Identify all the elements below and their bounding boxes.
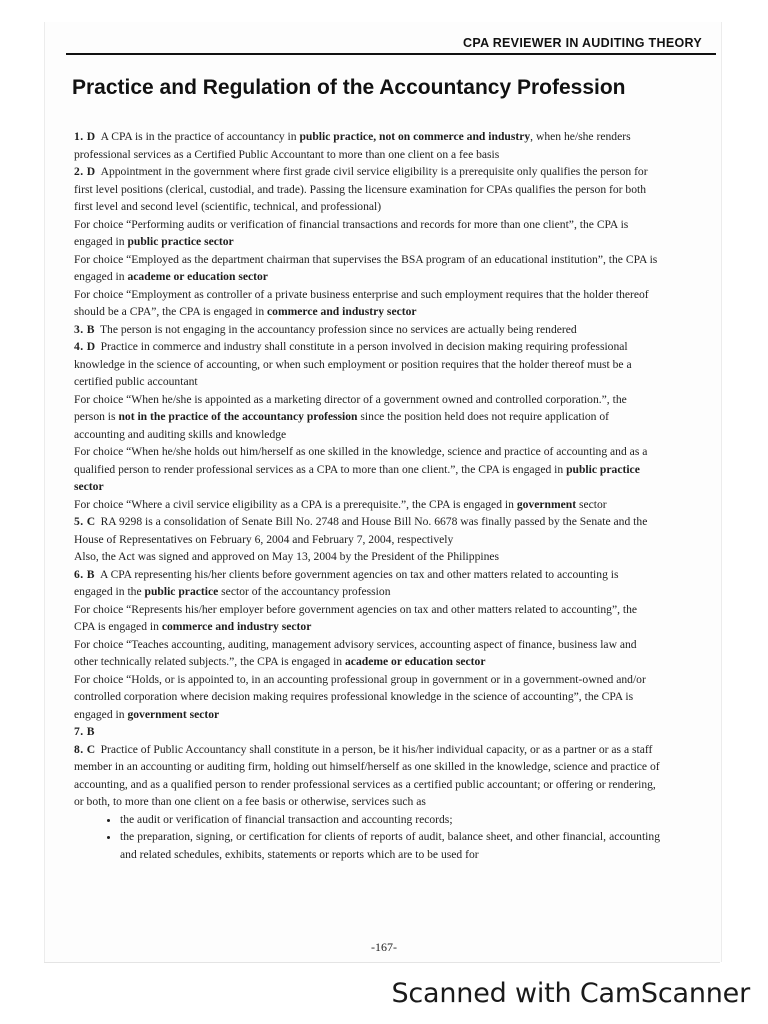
emphasis-term: academe or education sector xyxy=(345,655,486,668)
answer-item: 6. B A CPA representing his/her clients before government agencies on tax and other matters related to accounting is engaged in the public practice sector of the accountancy profession xyxy=(74,567,619,598)
list-item: • the audit or verification of financial transaction and accounting records; xyxy=(120,811,660,829)
answer-explanations xyxy=(74,128,660,863)
answer-key: 6. B xyxy=(74,567,95,581)
answer-note: For choice “Teaches accounting, auditing, management advisory services, accounting aspect of finance, business law and other technically related subjects.”, the CPA is engaged in academe or education sector xyxy=(74,637,637,668)
answer-key: 1. D xyxy=(74,130,96,143)
answer-note: For choice “Represents his/her employer before government agencies on tax and other matters related to accounting”, the CPA is engaged in commerce and industry sector xyxy=(74,602,638,633)
answer-key: 3. B xyxy=(74,322,95,336)
camscanner-watermark: Scanned with CamScanner xyxy=(391,978,750,1009)
emphasis-term: public practice xyxy=(144,585,219,598)
answer-item: 5. C RA 9298 is a consolidation of Senate Bill No. 2748 and House Bill No. 6678 was finally passed by the Senate and the House of Representatives on February 6, 2004 and February 7, 2004, respectively xyxy=(74,515,648,546)
emphasis-term: commerce and industry sector xyxy=(267,305,417,318)
emphasis-term: public practice sector xyxy=(74,462,640,493)
answer-note: For choice “Holds, or is appointed to, in an accounting professional group in government or in a government-owned and/or controlled corporation where decision making requires professional knowledge in the science of accounting”, the CPA is engaged in government sector xyxy=(74,672,646,721)
emphasis-term: government sector xyxy=(127,707,220,721)
answer-item: 8. C Practice of Public Accountancy shall constitute in a person, be it his/her individual capacity, or as a partner or as a staff member in an accounting or auditing firm, holding out himself/herself as one skilled in the knowledge, science and practice of accounting, and as a qualified person to render professional services as a certified public accountant; or offering or rendering, or both, to more than one client on a fee basis or otherwise, services such as xyxy=(74,742,660,808)
answer-item: 1. D A CPA is in the practice of accountancy in public practice, not on commerce and industry, when he/she renders professional services as a Certified Public Accountant to more than one client on a fee basis xyxy=(74,130,631,161)
page-bottom-edge xyxy=(44,962,720,963)
answer-key: 4. D xyxy=(74,340,96,353)
running-header: CPA REVIEWER IN AUDITING THEORY xyxy=(463,36,702,50)
answer-note: For choice “Where a civil service eligibility as a CPA is a prerequisite.”, the CPA is engaged in government sector xyxy=(74,497,607,511)
answer-note: For choice “When he/she is appointed as a marketing director of a government owned and controlled corporation.”, the person is not in the practice of the accountancy profession since the position held does not require application of accounting and auditing skills and knowledge xyxy=(74,392,627,441)
page-title: Practice and Regulation of the Accountancy Profession xyxy=(72,76,626,99)
services-list xyxy=(74,811,660,864)
answer-key: 8. C xyxy=(74,742,96,756)
answer-item: 4. D Practice in commerce and industry shall constitute in a person involved in decision making requiring professional knowledge in the science of accounting, or when such employment or position requires that the holder thereof must be a certified public accountant xyxy=(74,340,632,388)
answer-item: 3. B The person is not engaging in the accountancy profession since no services are actually being rendered xyxy=(74,322,577,336)
answer-key: 2. D xyxy=(74,165,96,178)
emphasis-term: not in the practice of the accountancy profession xyxy=(118,410,358,423)
answer-item xyxy=(74,723,660,741)
list-item: • the preparation, signing, or certification for clients of reports of audit, balance sheet, and other financial, accounting and related schedules, exhibits, statements or reports which are to be used for xyxy=(120,828,660,863)
emphasis-term: commerce and industry sector xyxy=(161,620,312,633)
emphasis-term: government xyxy=(516,497,577,511)
answer-note: For choice “When he/she holds out him/herself as one skilled in the knowledge, science and practice of accounting and as a qualified person to render professional services as a CPA to more than one client.”, the CPA is engaged in public practice sector xyxy=(74,445,648,493)
answer-item: 2. D Appointment in the government where first grade civil service eligibility is a prerequisite only qualifies the person for first level positions (clerical, custodial, and trade). Passing the licensure examination for CPAs qualifies the person for both first level and second level (scientific, technical, and professional) xyxy=(74,165,648,213)
emphasis-term: academe or education sector xyxy=(127,270,268,283)
page-number: -167- xyxy=(371,940,397,954)
answer-key: 7. B xyxy=(74,725,95,738)
emphasis-term: public practice, not on commerce and industry xyxy=(299,130,531,143)
answer-note: Also, the Act was signed and approved on May 13, 2004 by the President of the Philippines xyxy=(74,550,500,563)
answer-note: For choice “Performing audits or verification of financial transactions and records for more than one client”, the CPA is engaged in public practice sector xyxy=(74,217,629,248)
answer-note: For choice “Employment as controller of a private business enterprise and such employment requires that the holder thereof should be a CPA”, the CPA is engaged in commerce and industry sector xyxy=(74,287,649,318)
answer-note: For choice “Employed as the department chairman that supervises the BSA program of an educational institution”, the CPA is engaged in academe or education sector xyxy=(74,252,658,283)
answer-key: 5. C xyxy=(74,515,96,528)
emphasis-term: public practice sector xyxy=(127,235,234,248)
header-rule xyxy=(66,53,716,55)
